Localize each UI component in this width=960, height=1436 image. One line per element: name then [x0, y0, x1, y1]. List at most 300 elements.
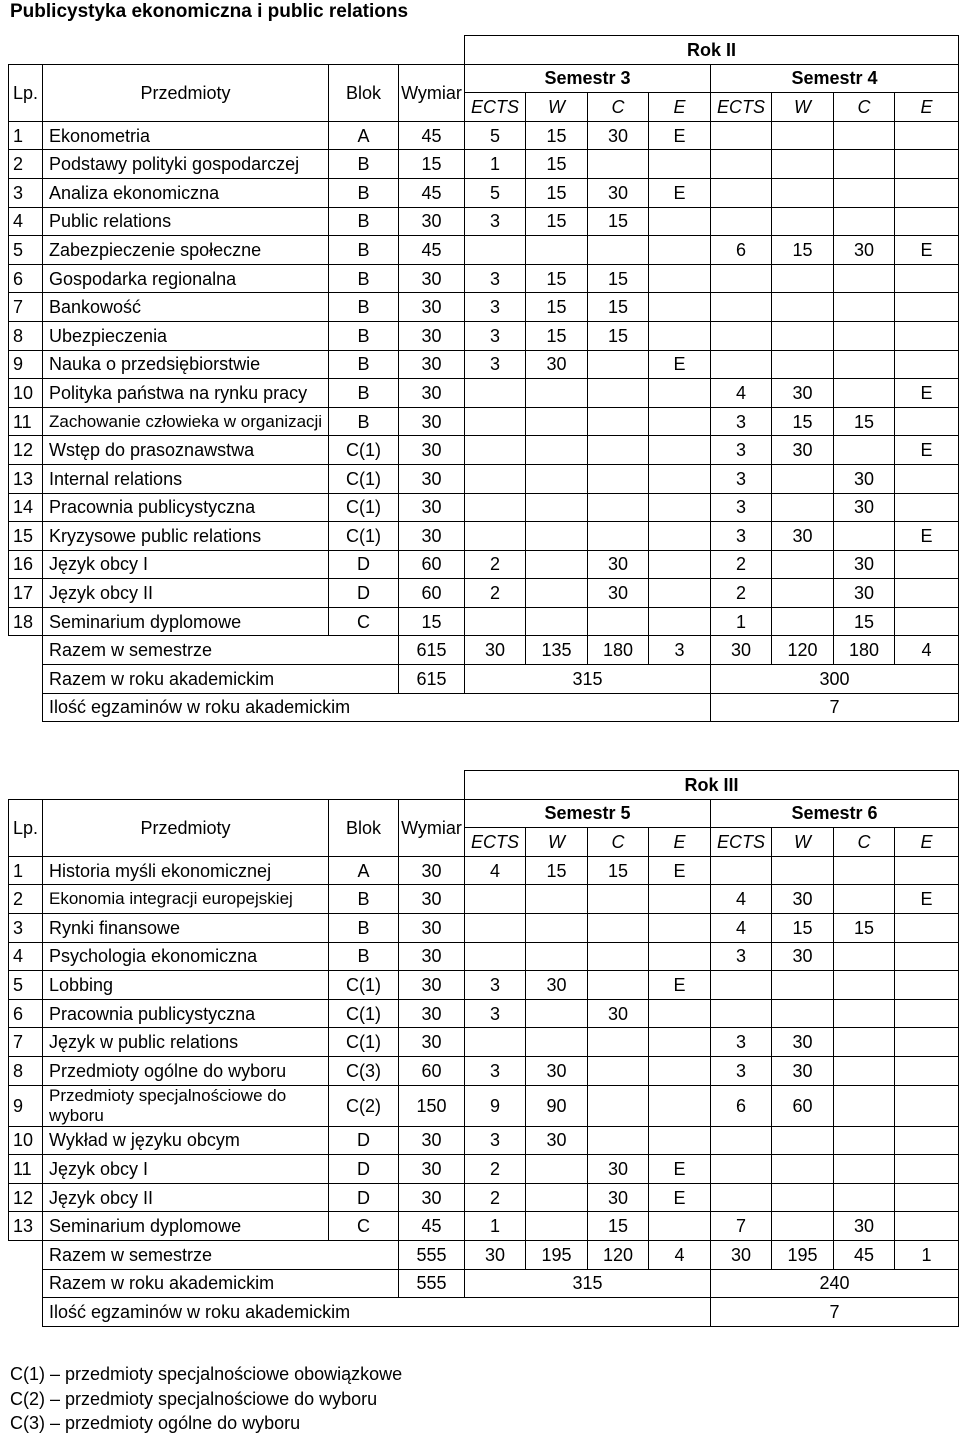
semester-b-cell: 4 — [711, 379, 772, 408]
table-row — [9, 350, 959, 379]
subject-name: Psychologia ekonomiczna — [43, 942, 329, 971]
exam-count-value: 7 — [711, 1298, 959, 1327]
subject-name: Historia myśli ekonomicznej — [43, 856, 329, 885]
exam-count-row — [9, 1298, 959, 1327]
semester-a-cell — [649, 264, 711, 293]
semester-b-cell — [895, 121, 959, 150]
semester-b-cell — [834, 178, 895, 207]
semester-a-cell: E — [649, 121, 711, 150]
semester-a-cell — [649, 550, 711, 579]
semester-a-cell — [465, 913, 526, 942]
semester-b-cell — [834, 436, 895, 465]
semester-b-cell — [895, 1085, 959, 1126]
semester-a-cell: 2 — [465, 1183, 526, 1212]
block-cell: C(3) — [329, 1056, 399, 1085]
footnote-c1: C(1) – przedmioty specjalnościowe obowiązkowe — [10, 1364, 403, 1384]
row-number: 14 — [9, 493, 43, 522]
semester-b-cell — [834, 942, 895, 971]
semester-a-cell — [649, 236, 711, 265]
block-cell: A — [329, 856, 399, 885]
semester-b-cell — [895, 1212, 959, 1241]
semester-a-cell — [588, 971, 649, 1000]
semester-b-cell: 3 — [711, 1056, 772, 1085]
semester-a-cell — [526, 236, 588, 265]
semester-b-cell: 15 — [834, 407, 895, 436]
semester-a-cell — [465, 464, 526, 493]
table-row — [9, 550, 959, 579]
semester-a-cell — [649, 913, 711, 942]
sub-header: W — [772, 93, 834, 122]
semester-a-cell: 2 — [465, 550, 526, 579]
semester-b-cell — [711, 121, 772, 150]
semester-a-cell — [588, 1085, 649, 1126]
semester-total-a: 4 — [649, 1240, 711, 1269]
semester-b-cell: 30 — [834, 579, 895, 608]
subject-name: Ubezpieczenia — [43, 321, 329, 350]
semester-a-cell: 15 — [588, 207, 649, 236]
block-cell: D — [329, 1183, 399, 1212]
subject-name: Internal relations — [43, 464, 329, 493]
semester-b-cell — [711, 971, 772, 1000]
semester-b-cell — [711, 178, 772, 207]
header-block: Blok — [329, 799, 399, 856]
row-number: 2 — [9, 885, 43, 914]
semester-a-cell: 3 — [465, 1126, 526, 1155]
semester-a-cell: E — [649, 856, 711, 885]
subject-name: Seminarium dyplomowe — [43, 607, 329, 636]
block-cell: B — [329, 407, 399, 436]
hours-cell: 30 — [399, 493, 465, 522]
semester-a-cell: 4 — [465, 856, 526, 885]
semester-a-cell — [526, 999, 588, 1028]
semester-a-cell: 30 — [588, 121, 649, 150]
sub-header: C — [834, 93, 895, 122]
row-number: 13 — [9, 464, 43, 493]
semester-a-cell: 3 — [465, 971, 526, 1000]
curriculum-table-year-3 — [8, 770, 959, 1327]
year-total-row — [9, 665, 959, 694]
row-number: 12 — [9, 1183, 43, 1212]
subject-name: Lobbing — [43, 971, 329, 1000]
year-total-a: 315 — [465, 1269, 711, 1298]
block-cell: B — [329, 913, 399, 942]
empty-cell — [9, 665, 43, 694]
semester-total-label: Razem w semestrze — [43, 1240, 399, 1269]
year-total-label: Razem w roku akademickim — [43, 665, 399, 694]
semester-a-cell: 9 — [465, 1085, 526, 1126]
block-cell: B — [329, 321, 399, 350]
semester-a-cell — [588, 350, 649, 379]
row-number: 3 — [9, 913, 43, 942]
subject-name: Język obcy II — [43, 1183, 329, 1212]
semester-a-cell: 90 — [526, 1085, 588, 1126]
subject-name: Nauka o przedsiębiorstwie — [43, 350, 329, 379]
semester-b-cell — [711, 999, 772, 1028]
semester-total-b: 30 — [711, 1240, 772, 1269]
semester-b-cell — [895, 293, 959, 322]
semester-b-cell — [772, 607, 834, 636]
row-number: 17 — [9, 579, 43, 608]
hours-cell: 45 — [399, 1212, 465, 1241]
block-cell: C(1) — [329, 493, 399, 522]
subject-name: Ekonomia integracji europejskiej — [43, 885, 329, 914]
row-number: 15 — [9, 522, 43, 551]
table-row — [9, 856, 959, 885]
empty-cell — [9, 1269, 43, 1298]
hours-cell: 30 — [399, 971, 465, 1000]
semester-b-cell: E — [895, 436, 959, 465]
semester-a-cell: 15 — [588, 1212, 649, 1241]
table-row — [9, 464, 959, 493]
semester-b-cell: 30 — [772, 1056, 834, 1085]
semester-b-cell — [772, 121, 834, 150]
semester-a-cell: 15 — [526, 293, 588, 322]
semester-b-cell — [711, 1126, 772, 1155]
subject-name: Pracownia publicystyczna — [43, 493, 329, 522]
subject-name: Podstawy polityki gospodarczej — [43, 150, 329, 179]
semester-a-cell: 30 — [588, 1155, 649, 1184]
table-row — [9, 264, 959, 293]
table-row — [9, 493, 959, 522]
semester-total-a: 120 — [588, 1240, 649, 1269]
semester-total-a: 180 — [588, 636, 649, 665]
hours-cell: 30 — [399, 522, 465, 551]
semester-b-cell — [834, 999, 895, 1028]
semester-a-cell: E — [649, 971, 711, 1000]
semester-a-cell: 2 — [465, 579, 526, 608]
semester-b-cell: 30 — [834, 493, 895, 522]
semester-b-cell — [772, 999, 834, 1028]
hours-cell: 30 — [399, 1126, 465, 1155]
semester-a-cell — [649, 1212, 711, 1241]
hours-cell: 30 — [399, 321, 465, 350]
page-title: Publicystyka ekonomiczna i public relations — [10, 1, 409, 22]
year-total-hours: 615 — [399, 665, 465, 694]
semester-b-cell — [772, 1126, 834, 1155]
table-row — [9, 150, 959, 179]
semester-b-cell: 15 — [834, 913, 895, 942]
header-spacer — [9, 36, 465, 65]
semester-a-cell — [526, 579, 588, 608]
semester-a-cell: 15 — [526, 321, 588, 350]
semester-b-cell — [834, 1183, 895, 1212]
semester-a-cell — [588, 1056, 649, 1085]
hours-cell: 45 — [399, 121, 465, 150]
block-cell: C(1) — [329, 971, 399, 1000]
semester-a-cell — [526, 407, 588, 436]
hours-cell: 15 — [399, 150, 465, 179]
block-cell: B — [329, 885, 399, 914]
semester-a-cell: 15 — [526, 121, 588, 150]
semester-a-cell — [465, 236, 526, 265]
semester-b-cell — [772, 321, 834, 350]
block-cell: C(1) — [329, 1028, 399, 1057]
semester-a-cell — [649, 464, 711, 493]
semester-b-cell — [895, 264, 959, 293]
row-number: 7 — [9, 1028, 43, 1057]
semester-a-cell — [465, 493, 526, 522]
semester-a-cell: 30 — [526, 1126, 588, 1155]
semester-b-cell — [834, 1126, 895, 1155]
block-cell: B — [329, 293, 399, 322]
semester-total-a: 135 — [526, 636, 588, 665]
semester-a-cell — [526, 1155, 588, 1184]
semester-total-row — [9, 1240, 959, 1269]
semester-b-cell — [711, 1183, 772, 1212]
semester-a-cell: 15 — [526, 856, 588, 885]
exam-count-row — [9, 693, 959, 722]
header-semester-a: Semestr 5 — [465, 799, 711, 828]
row-number: 6 — [9, 264, 43, 293]
semester-a-cell — [649, 321, 711, 350]
semester-a-cell — [588, 436, 649, 465]
hours-cell: 30 — [399, 350, 465, 379]
semester-b-cell: 30 — [834, 550, 895, 579]
block-cell: C — [329, 607, 399, 636]
header-lp: Lp. — [9, 64, 43, 121]
semester-b-cell — [834, 1155, 895, 1184]
semester-b-cell — [895, 971, 959, 1000]
header-subject: Przedmioty — [43, 799, 329, 856]
semester-a-cell: 5 — [465, 121, 526, 150]
footnotes — [10, 1362, 402, 1436]
year-total-row — [9, 1269, 959, 1298]
semester-total-b: 120 — [772, 636, 834, 665]
semester-b-cell — [772, 856, 834, 885]
semester-a-cell: 30 — [588, 178, 649, 207]
semester-b-cell — [895, 550, 959, 579]
hours-cell: 30 — [399, 1028, 465, 1057]
semester-a-cell — [465, 1028, 526, 1057]
hours-cell: 30 — [399, 379, 465, 408]
column-header-row — [9, 64, 959, 93]
semester-a-cell — [588, 913, 649, 942]
sub-header: W — [526, 93, 588, 122]
semester-b-cell: 30 — [834, 464, 895, 493]
year-total-hours: 555 — [399, 1269, 465, 1298]
semester-a-cell — [649, 150, 711, 179]
semester-b-cell — [711, 321, 772, 350]
semester-b-cell: 3 — [711, 436, 772, 465]
semester-total-hours: 615 — [399, 636, 465, 665]
semester-a-cell — [588, 493, 649, 522]
subject-name: Zachowanie człowieka w organizacji — [43, 407, 329, 436]
sub-header: ECTS — [711, 828, 772, 857]
semester-b-cell: 6 — [711, 1085, 772, 1126]
row-number: 5 — [9, 236, 43, 265]
sub-header: ECTS — [465, 93, 526, 122]
row-number: 2 — [9, 150, 43, 179]
semester-total-b: 195 — [772, 1240, 834, 1269]
hours-cell: 60 — [399, 1056, 465, 1085]
table-row — [9, 1155, 959, 1184]
subject-name: Przedmioty ogólne do wyboru — [43, 1056, 329, 1085]
table-row — [9, 407, 959, 436]
subject-name: Wykład w języku obcym — [43, 1126, 329, 1155]
row-number: 8 — [9, 1056, 43, 1085]
semester-a-cell: 30 — [588, 1183, 649, 1212]
year-header-row — [9, 771, 959, 800]
semester-b-cell — [895, 464, 959, 493]
table-row — [9, 885, 959, 914]
semester-a-cell — [526, 1183, 588, 1212]
row-number: 10 — [9, 1126, 43, 1155]
semester-a-cell — [465, 522, 526, 551]
block-cell: B — [329, 379, 399, 408]
semester-a-cell — [526, 607, 588, 636]
semester-b-cell: 7 — [711, 1212, 772, 1241]
semester-b-cell — [711, 1155, 772, 1184]
year-total-b: 240 — [711, 1269, 959, 1298]
row-number: 10 — [9, 379, 43, 408]
semester-a-cell — [649, 493, 711, 522]
table-row — [9, 293, 959, 322]
semester-b-cell — [711, 350, 772, 379]
semester-total-b: 180 — [834, 636, 895, 665]
semester-a-cell — [649, 885, 711, 914]
table-row — [9, 999, 959, 1028]
row-number: 7 — [9, 293, 43, 322]
semester-a-cell — [588, 1028, 649, 1057]
semester-a-cell — [649, 1056, 711, 1085]
block-cell: B — [329, 942, 399, 971]
semester-a-cell: 15 — [526, 150, 588, 179]
table-row — [9, 1183, 959, 1212]
table-row — [9, 1028, 959, 1057]
table-row — [9, 1085, 959, 1126]
semester-b-cell — [772, 971, 834, 1000]
semester-a-cell — [588, 407, 649, 436]
semester-b-cell — [895, 1126, 959, 1155]
hours-cell: 45 — [399, 236, 465, 265]
semester-b-cell: 2 — [711, 550, 772, 579]
row-number: 16 — [9, 550, 43, 579]
semester-a-cell: 3 — [465, 999, 526, 1028]
semester-a-cell — [526, 493, 588, 522]
semester-a-cell: 15 — [526, 178, 588, 207]
empty-cell — [9, 1298, 43, 1327]
semester-a-cell: 30 — [526, 350, 588, 379]
block-cell: C(1) — [329, 999, 399, 1028]
subject-name: Zabezpieczenie społeczne — [43, 236, 329, 265]
hours-cell: 30 — [399, 913, 465, 942]
semester-b-cell — [834, 350, 895, 379]
semester-b-cell — [834, 207, 895, 236]
hours-cell: 30 — [399, 436, 465, 465]
header-block: Blok — [329, 64, 399, 121]
hours-cell: 30 — [399, 464, 465, 493]
semester-a-cell — [526, 942, 588, 971]
semester-a-cell: 1 — [465, 150, 526, 179]
semester-b-cell — [772, 1212, 834, 1241]
exam-count-label: Ilość egzaminów w roku akademickim — [43, 1298, 711, 1327]
semester-b-cell: 30 — [834, 1212, 895, 1241]
semester-b-cell — [834, 971, 895, 1000]
semester-a-cell: E — [649, 1183, 711, 1212]
semester-a-cell: 15 — [588, 264, 649, 293]
row-number: 13 — [9, 1212, 43, 1241]
table-row — [9, 321, 959, 350]
semester-b-cell — [772, 579, 834, 608]
semester-a-cell: E — [649, 1155, 711, 1184]
semester-b-cell — [772, 207, 834, 236]
semester-total-a: 195 — [526, 1240, 588, 1269]
semester-a-cell — [588, 522, 649, 551]
semester-a-cell — [526, 1028, 588, 1057]
empty-cell — [9, 1240, 43, 1269]
block-cell: B — [329, 207, 399, 236]
semester-a-cell: 30 — [526, 1056, 588, 1085]
semester-b-cell — [834, 379, 895, 408]
semester-b-cell: E — [895, 236, 959, 265]
row-number: 6 — [9, 999, 43, 1028]
semester-b-cell — [895, 493, 959, 522]
header-semester-b: Semestr 6 — [711, 799, 959, 828]
sub-header: W — [772, 828, 834, 857]
semester-a-cell: 3 — [465, 350, 526, 379]
header-hours: Wymiar — [399, 64, 465, 121]
header-lp: Lp. — [9, 799, 43, 856]
hours-cell: 30 — [399, 293, 465, 322]
semester-b-cell — [711, 207, 772, 236]
semester-a-cell — [588, 942, 649, 971]
semester-a-cell — [649, 379, 711, 408]
semester-b-cell: 3 — [711, 493, 772, 522]
semester-b-cell — [895, 407, 959, 436]
semester-a-cell — [649, 1085, 711, 1126]
semester-a-cell — [588, 150, 649, 179]
semester-b-cell — [895, 913, 959, 942]
subject-name: Public relations — [43, 207, 329, 236]
row-number: 1 — [9, 121, 43, 150]
semester-a-cell — [465, 607, 526, 636]
semester-a-cell: 3 — [465, 207, 526, 236]
semester-total-a: 3 — [649, 636, 711, 665]
table-row — [9, 236, 959, 265]
year-total-label: Razem w roku akademickim — [43, 1269, 399, 1298]
row-number: 8 — [9, 321, 43, 350]
semester-a-cell — [649, 607, 711, 636]
semester-b-cell — [772, 293, 834, 322]
semester-b-cell — [895, 999, 959, 1028]
sub-header: E — [649, 828, 711, 857]
semester-b-cell: 30 — [772, 436, 834, 465]
semester-b-cell: 15 — [772, 407, 834, 436]
semester-b-cell — [772, 1155, 834, 1184]
semester-b-cell — [895, 321, 959, 350]
row-number: 12 — [9, 436, 43, 465]
sub-header: C — [588, 828, 649, 857]
semester-b-cell: 30 — [772, 942, 834, 971]
semester-b-cell — [772, 264, 834, 293]
subject-name: Polityka państwa na rynku pracy — [43, 379, 329, 408]
semester-b-cell: 15 — [772, 236, 834, 265]
table-row — [9, 1056, 959, 1085]
semester-b-cell: 4 — [711, 885, 772, 914]
table-row — [9, 522, 959, 551]
semester-a-cell: E — [649, 178, 711, 207]
hours-cell: 30 — [399, 885, 465, 914]
semester-b-cell — [895, 856, 959, 885]
subject-name: Rynki finansowe — [43, 913, 329, 942]
semester-b-cell — [895, 1028, 959, 1057]
hours-cell: 30 — [399, 407, 465, 436]
hours-cell: 30 — [399, 264, 465, 293]
semester-b-cell: 3 — [711, 407, 772, 436]
sub-header: ECTS — [465, 828, 526, 857]
semester-a-cell — [649, 999, 711, 1028]
row-number: 1 — [9, 856, 43, 885]
